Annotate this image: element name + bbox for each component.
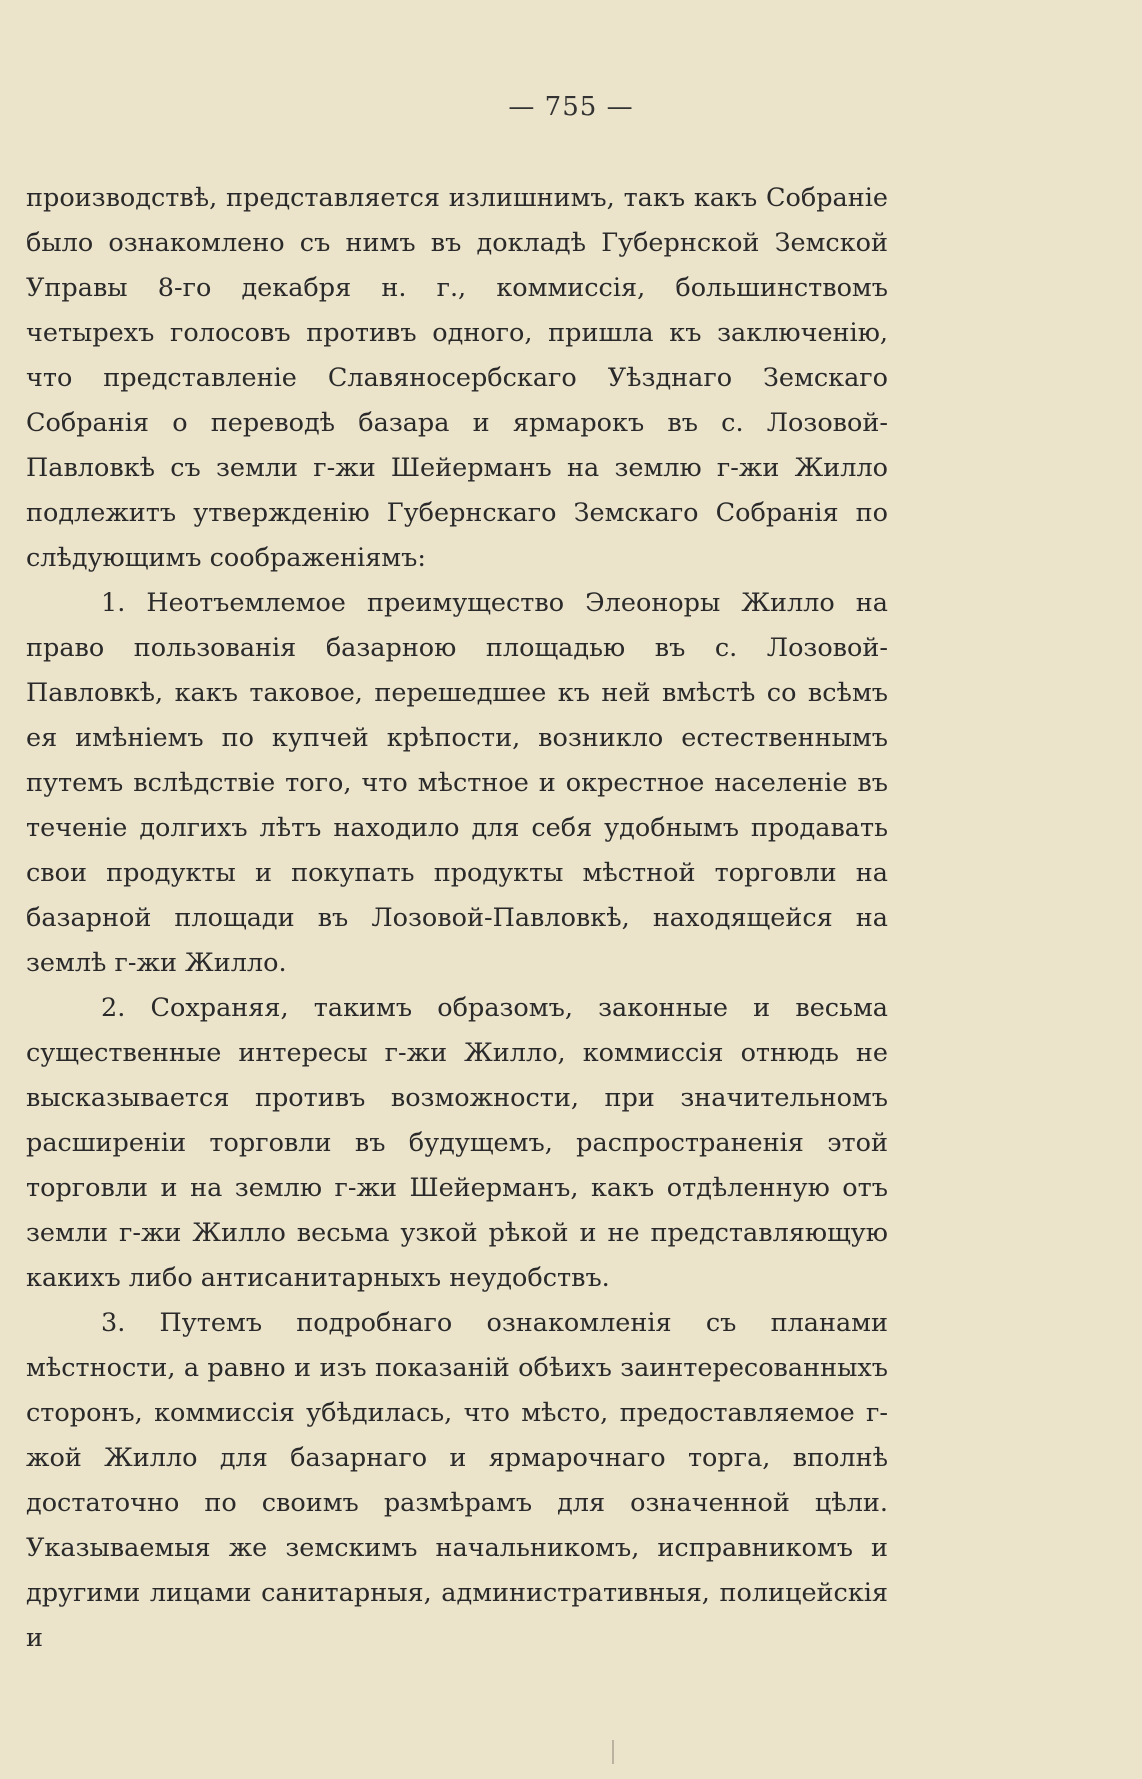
page-number-header: — 755 — bbox=[508, 92, 634, 122]
paragraph-point-1: 1. Неотъемлемое преимущество Элеоноры Жилло на право пользованія базарною площадью въ с. Лозовой-Павловкѣ, какъ таковое, перешедшее къ ней вмѣстѣ со всѣмъ ея имѣніемъ по купчей крѣпости, возникло естественнымъ путемъ вслѣдствіе того, что мѣстное и окрестное населеніе въ теченіе долгихъ лѣтъ находило для себя удобнымъ продавать свои продукты и покупать продукты мѣстной торговли на базарной площади въ Лозовой-Павловкѣ, находящейся на землѣ г-жи Жилло. bbox=[26, 588, 888, 978]
body-text bbox=[26, 176, 888, 1661]
paragraph-point-2: 2. Сохраняя, такимъ образомъ, законные и весьма существенные интересы г-жи Жилло, коммиссія отнюдь не высказывается противъ возможности, при значительномъ расширеніи торговли въ будущемъ, распространенія этой торговли и на землю г-жи Шейерманъ, какъ отдѣленную отъ земли г-жи Жилло весьма узкой рѣкой и не представляющую какихъ либо антисанитарныхъ неудобствъ. bbox=[26, 993, 888, 1293]
paragraph-intro: производствѣ, представляется излишнимъ, такъ какъ Собраніе было ознакомлено съ нимъ въ докладѣ Губернской Земской Управы 8-го декабря н. г., коммиссія, большинствомъ четырехъ голосовъ противъ одного, пришла къ заключенію, что представленіе Славяносербскаго Уѣзднаго Земскаго Собранія о переводѣ базара и ярмарокъ въ с. Лозовой-Павловкѣ съ земли г-жи Шейерманъ на землю г-жи Жилло подлежитъ утвержденію Губернскаго Земскаго Собранія по слѣдующимъ соображеніямъ: bbox=[26, 183, 888, 573]
paragraph-point-3: 3. Путемъ подробнаго ознакомленія съ планами мѣстности, а равно и изъ показаній обѣихъ заинтересованныхъ сторонъ, коммиссія убѣдилась, что мѣсто, предоставляемое г-жой Жилло для базарнаго и ярмарочнаго торга, вполнѣ достаточно по своимъ размѣрамъ для означенной цѣли. Указываемыя же земскимъ начальникомъ, исправникомъ и другими лицами санитарныя, административныя, полицейскія и bbox=[26, 1308, 888, 1653]
page-edge-mark bbox=[612, 1740, 614, 1764]
